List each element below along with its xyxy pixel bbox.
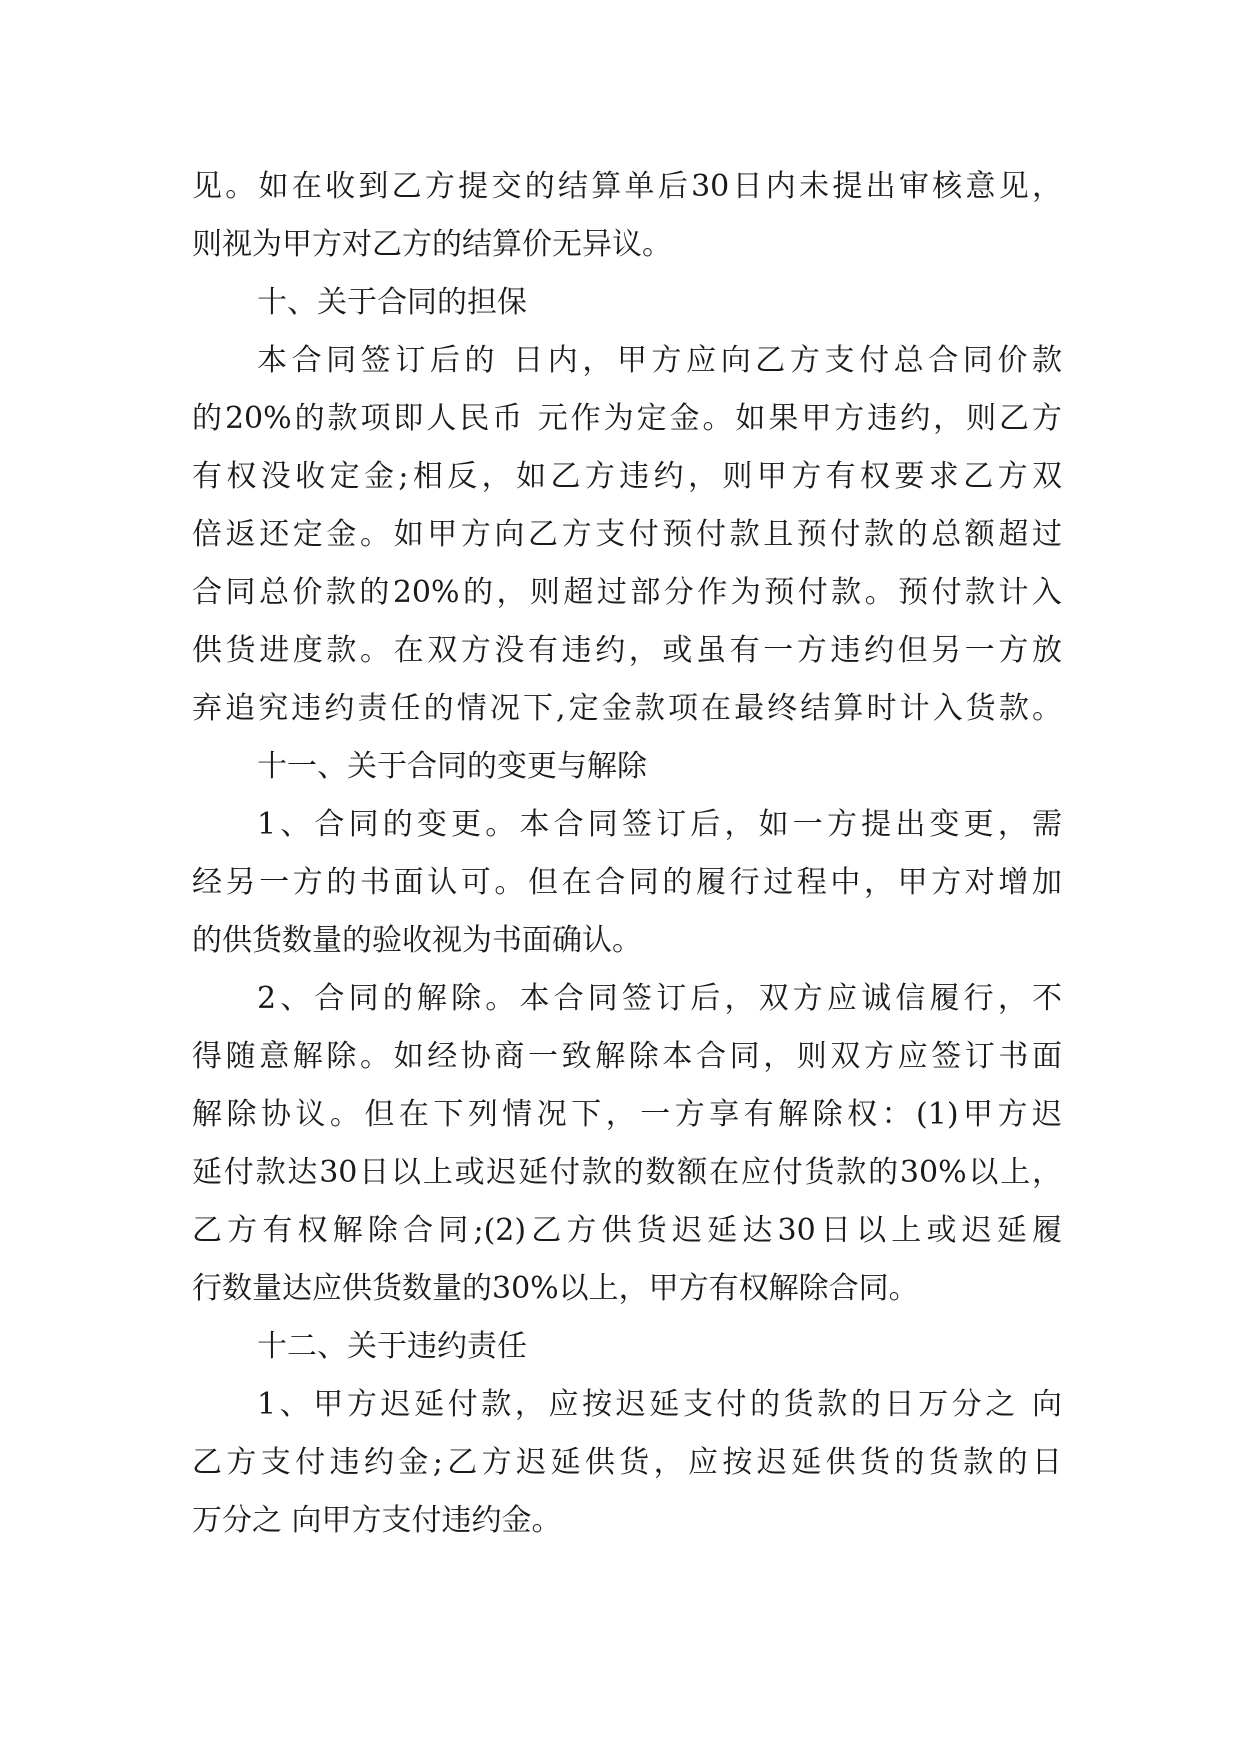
text-line: 经另一方的书面认可。但在合同的履行过程中，甲方对增加 (192, 865, 1062, 900)
text-line: 合同总价款的20%的，则超过部分作为预付款。预付款计入 (192, 575, 1062, 610)
text-line: 有权没收定金;相反，如乙方违约，则甲方有权要求乙方双 (192, 459, 1062, 494)
section-heading: 十、关于合同的担保 (257, 285, 527, 320)
text-line: 1、甲方迟延付款，应按迟延支付的货款的日万分之 向 (257, 1387, 1062, 1422)
text-line: 则视为甲方对乙方的结算价无异议。 (192, 227, 672, 262)
text-line: 1、合同的变更。本合同签订后，如一方提出变更，需 (257, 807, 1062, 842)
text-line: 乙方有权解除合同;(2)乙方供货迟延达30日以上或迟延履 (192, 1213, 1062, 1248)
text-line: 延付款达30日以上或迟延付款的数额在应付货款的30%以上， (192, 1155, 1062, 1190)
text-line: 2、合同的解除。本合同签订后，双方应诚信履行，不 (257, 981, 1062, 1016)
document-body (192, 158, 1062, 1550)
text-line: 行数量达应供货数量的30%以上，甲方有权解除合同。 (192, 1271, 919, 1306)
text-line: 的供货数量的验收视为书面确认。 (192, 923, 642, 958)
text-line: 得随意解除。如经协商一致解除本合同，则双方应签订书面 (192, 1039, 1062, 1074)
text-line: 供货进度款。在双方没有违约，或虽有一方违约但另一方放 (192, 633, 1062, 668)
text-line: 倍返还定金。如甲方向乙方支付预付款且预付款的总额超过 (192, 517, 1062, 552)
text-line: 本合同签订后的 日内，甲方应向乙方支付总合同价款 (257, 343, 1062, 378)
text-line: 见。如在收到乙方提交的结算单后30日内未提出审核意见， (192, 169, 1062, 204)
section-heading: 十一、关于合同的变更与解除 (257, 749, 647, 784)
text-line: 万分之 向甲方支付违约金。 (192, 1503, 562, 1538)
section-heading: 十二、关于违约责任 (257, 1329, 527, 1364)
text-line: 的20%的款项即人民币 元作为定金。如果甲方违约，则乙方 (192, 401, 1062, 436)
text-line: 弃追究违约责任的情况下,定金款项在最终结算时计入货款。 (192, 691, 1062, 726)
text-line: 乙方支付违约金;乙方迟延供货，应按迟延供货的货款的日 (192, 1445, 1062, 1480)
text-line: 解除协议。但在下列情况下，一方享有解除权：(1)甲方迟 (192, 1097, 1062, 1132)
